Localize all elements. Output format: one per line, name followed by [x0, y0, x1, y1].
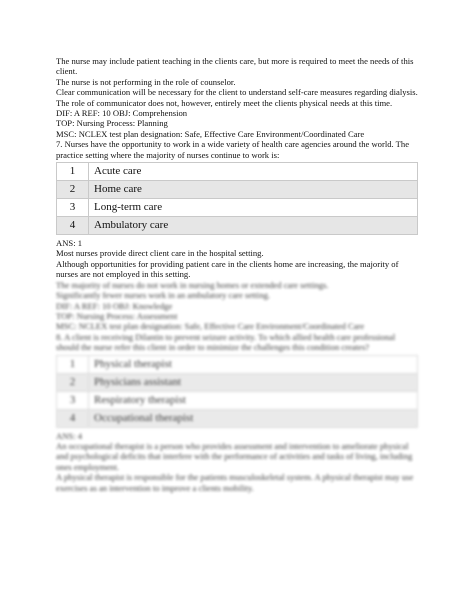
- option-row: [57, 163, 418, 181]
- option-row: [57, 355, 418, 373]
- option-text: Respiratory therapist: [89, 391, 418, 409]
- option-number: 4: [57, 409, 89, 427]
- option-text: Physical therapist: [89, 355, 418, 373]
- option-number: 1: [57, 163, 89, 181]
- option-number: 3: [57, 199, 89, 217]
- question-stem: 8. A client is receiving Dilantin to prevent seizure activity. To which allied health care professional should the nurse refer this client in order to minimize the challenges this condition creates?: [56, 331, 396, 353]
- option-text: Ambulatory care: [89, 217, 418, 235]
- option-row: [57, 409, 418, 427]
- rationale-text: An occupational therapist is a person who provides assessment and intervention to ameliorate physical and psychological deficits that interfere with the performance of activities and tasks of living, including ones employment.: [56, 440, 413, 472]
- option-text: Home care: [89, 181, 418, 199]
- option-number: 2: [57, 181, 89, 199]
- document-page: [56, 56, 418, 493]
- rationale-text: The majority of nurses do not work in nursing homes or extended care settings.: [56, 279, 329, 290]
- question-stem: 7. Nurses have the opportunity to work in a wide variety of health care agencies around the world. The practice setting where the majority of nurses continue to work is:: [56, 139, 410, 160]
- option-row: [57, 181, 418, 199]
- option-text: Acute care: [89, 163, 418, 181]
- option-row: [57, 199, 418, 217]
- option-number: 2: [57, 373, 89, 391]
- rationale-text: A physical therapist is responsible for the patients musculoskeletal system. A physical therapist may use exercises as an intervention to improve a clients mobility.: [56, 472, 414, 493]
- option-number: 1: [57, 355, 89, 373]
- dif-line: DIF: A REF: 10 OBJ: Comprehension: [56, 108, 188, 119]
- rationale-text: The nurse may include patient teaching in the clients care, but more is required to meet the needs of this client.: [56, 56, 414, 77]
- msc-line: MSC: NCLEX test plan designation: Safe, Effective Care Environment/Coordinated Care: [56, 128, 365, 139]
- answer-line: ANS: 4: [56, 430, 83, 441]
- topic-line: TOP: Nursing Process: Assessment: [56, 310, 178, 321]
- blurred-preview-region: [56, 280, 418, 493]
- rationale-text: Significantly fewer nurses work in an ambulatory care setting.: [56, 290, 271, 301]
- option-row: [57, 373, 418, 391]
- msc-line: MSC: NCLEX test plan designation: Safe, Effective Care Environment/Coordinated Care: [56, 321, 365, 332]
- option-number: 3: [57, 391, 89, 409]
- rationale-text: The nurse is not performing in the role of counselor.: [56, 76, 236, 87]
- rationale-text: Clear communication will be necessary for the client to understand self-care measures regarding dialysis. The role of communicator does not, however, entirely meet the clients physical needs at this time.: [56, 87, 418, 108]
- rationale-text: Although opportunities for providing patient care in the clients home are increasing, the majority of nurses are not employed in this setting.: [56, 258, 399, 280]
- option-row: [57, 391, 418, 409]
- answer-options-table: [56, 162, 418, 235]
- option-row: [57, 217, 418, 235]
- answer-line: ANS: 1: [56, 238, 83, 249]
- option-text: Physicians assistant: [89, 373, 418, 391]
- option-text: Occupational therapist: [89, 409, 418, 427]
- topic-line: TOP: Nursing Process: Planning: [56, 118, 168, 129]
- option-number: 4: [57, 217, 89, 235]
- dif-line: DIF: A REF: 10 OBJ: Knowledge: [56, 300, 173, 311]
- option-text: Long-term care: [89, 199, 418, 217]
- rationale-text: Most nurses provide direct client care in the hospital setting.: [56, 248, 264, 259]
- answer-options-table: [56, 355, 418, 428]
